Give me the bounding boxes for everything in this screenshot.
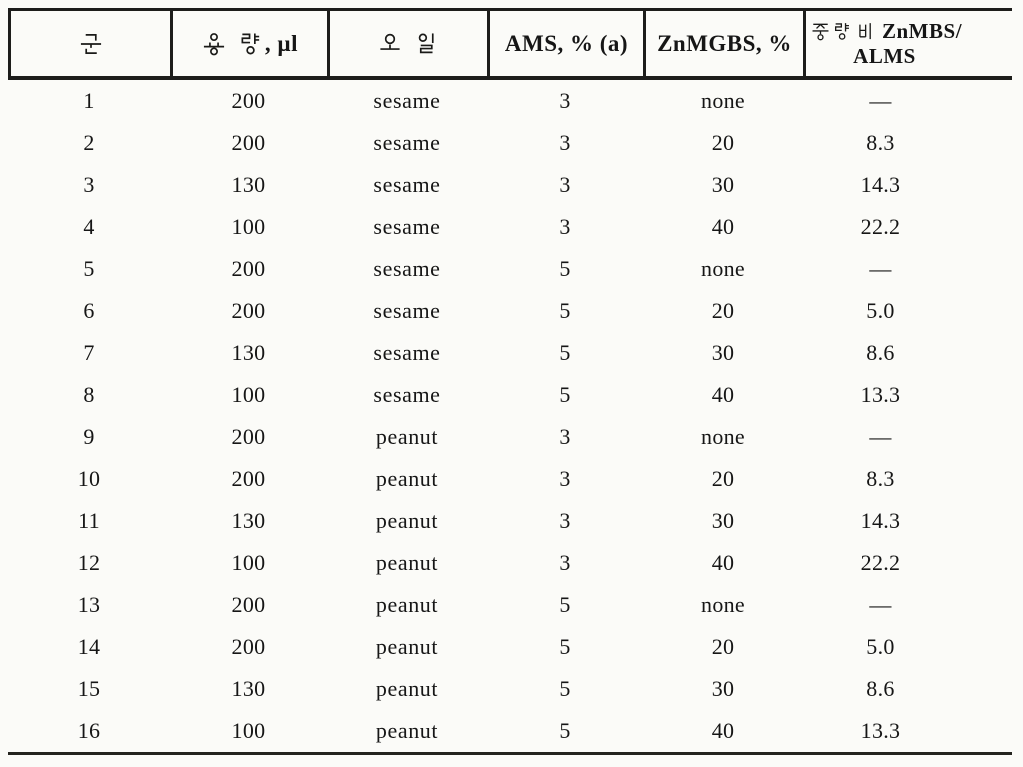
cell-ams: 3 — [559, 130, 571, 155]
hangul-ryang-icon — [239, 32, 263, 56]
table-row — [8, 374, 1012, 416]
cell-ratio: 22.2 — [860, 214, 901, 239]
hangul-bi-icon — [855, 22, 874, 41]
header-ams-column — [490, 11, 646, 76]
table-header-row — [8, 8, 1012, 80]
table-row — [8, 80, 1012, 122]
table-row — [8, 206, 1012, 248]
cell-group: 6 — [83, 298, 95, 323]
cell-ratio: 8.6 — [866, 340, 895, 365]
cell-znmgbs: none — [701, 88, 745, 113]
cell-volume: 200 — [231, 634, 266, 659]
cell-oil: sesame — [373, 382, 441, 407]
cell-ams: 5 — [559, 592, 571, 617]
hangul-ryang-icon — [833, 22, 852, 41]
cell-znmgbs: 30 — [711, 676, 735, 701]
cell-ams: 3 — [559, 214, 571, 239]
cell-volume: 200 — [231, 466, 266, 491]
cell-ams: 3 — [559, 172, 571, 197]
cell-group: 1 — [83, 88, 95, 113]
cell-volume: 200 — [231, 130, 266, 155]
cell-oil: sesame — [373, 88, 441, 113]
header-volume-unit-text: , µl — [264, 30, 299, 56]
table-row — [8, 248, 1012, 290]
cell-group: 12 — [77, 550, 101, 575]
header-group-column — [11, 11, 173, 76]
table-row — [8, 290, 1012, 332]
header-ratio-line2 — [808, 44, 1013, 68]
header-volume-column — [173, 11, 330, 76]
cell-znmgbs: none — [701, 424, 745, 449]
cell-znmgbs: 20 — [711, 634, 735, 659]
cell-oil: peanut — [375, 634, 439, 659]
cell-ratio: 5.0 — [866, 634, 895, 659]
header-znmgbs-column — [646, 11, 806, 76]
cell-ratio: 14.3 — [860, 508, 901, 533]
cell-group: 9 — [83, 424, 95, 449]
cell-volume: 200 — [231, 298, 266, 323]
header-ratio-line1 — [808, 19, 1013, 44]
table-row — [8, 458, 1012, 500]
cell-ams: 5 — [559, 340, 571, 365]
cell-oil: peanut — [375, 676, 439, 701]
cell-znmgbs: 40 — [711, 382, 735, 407]
cell-group: 7 — [83, 340, 95, 365]
cell-ratio: — — [869, 424, 892, 449]
header-oil-text — [408, 43, 409, 44]
cell-oil: peanut — [375, 592, 439, 617]
table-row — [8, 122, 1012, 164]
cell-ratio: — — [869, 88, 892, 113]
header-oil-column — [330, 11, 490, 76]
cell-group: 2 — [83, 130, 95, 155]
cell-oil: sesame — [373, 340, 441, 365]
cell-volume: 100 — [231, 550, 266, 575]
cell-znmgbs: 20 — [711, 298, 735, 323]
cell-oil: peanut — [375, 508, 439, 533]
cell-ams: 3 — [559, 424, 571, 449]
table-row — [8, 500, 1012, 542]
table-row — [8, 542, 1012, 584]
cell-ratio: — — [869, 256, 892, 281]
cell-group: 11 — [78, 508, 100, 533]
cell-volume: 200 — [231, 88, 266, 113]
table-body — [8, 80, 1012, 755]
cell-znmgbs: none — [701, 592, 745, 617]
cell-znmgbs: none — [701, 256, 745, 281]
table-row — [8, 164, 1012, 206]
cell-znmgbs: 20 — [711, 466, 735, 491]
cell-znmgbs: 40 — [711, 550, 735, 575]
cell-ratio: 22.2 — [860, 550, 901, 575]
cell-group: 13 — [77, 592, 101, 617]
table-row — [8, 710, 1012, 752]
cell-volume: 130 — [231, 508, 266, 533]
cell-volume: 100 — [231, 214, 266, 239]
cell-znmgbs: 30 — [711, 172, 735, 197]
header-znmgbs-text: ZnMGBS, % — [657, 30, 792, 56]
cell-znmgbs: 40 — [711, 214, 735, 239]
hangul-jung-icon — [811, 22, 830, 41]
cell-volume: 100 — [231, 382, 266, 407]
cell-ams: 3 — [559, 466, 571, 491]
cell-ams: 3 — [559, 508, 571, 533]
header-ams-text: AMS, % (a) — [504, 30, 629, 56]
cell-oil: sesame — [373, 256, 441, 281]
cell-volume: 200 — [231, 424, 266, 449]
cell-ratio: 5.0 — [866, 298, 895, 323]
cell-oil: sesame — [373, 298, 441, 323]
cell-ams: 5 — [559, 382, 571, 407]
table-row — [8, 416, 1012, 458]
cell-ams: 3 — [559, 550, 571, 575]
cell-oil: sesame — [373, 130, 441, 155]
cell-ratio: 8.3 — [866, 130, 895, 155]
experiment-conditions-table — [8, 8, 1012, 755]
table-row — [8, 668, 1012, 710]
cell-ratio: 14.3 — [860, 172, 901, 197]
cell-group: 4 — [83, 214, 95, 239]
cell-volume: 130 — [231, 172, 266, 197]
cell-group: 16 — [77, 718, 101, 743]
cell-group: 8 — [83, 382, 95, 407]
hangul-yong-icon — [202, 32, 226, 56]
cell-ams: 5 — [559, 634, 571, 659]
cell-ams: 5 — [559, 676, 571, 701]
cell-oil: sesame — [373, 214, 441, 239]
cell-volume: 200 — [231, 592, 266, 617]
cell-ratio: 8.3 — [866, 466, 895, 491]
cell-group: 3 — [83, 172, 95, 197]
cell-oil: peanut — [375, 424, 439, 449]
cell-group: 14 — [77, 634, 101, 659]
cell-ams: 3 — [559, 88, 571, 113]
cell-volume: 100 — [231, 718, 266, 743]
cell-group: 10 — [77, 466, 101, 491]
hangul-il-icon — [415, 32, 439, 56]
cell-znmgbs: 30 — [711, 340, 735, 365]
table-row — [8, 332, 1012, 374]
cell-oil: sesame — [373, 172, 441, 197]
table-row — [8, 584, 1012, 626]
header-weight-ratio-column — [806, 11, 1015, 76]
cell-ratio: — — [869, 592, 892, 617]
cell-ams: 5 — [559, 298, 571, 323]
cell-volume: 200 — [231, 256, 266, 281]
cell-ratio: 8.6 — [866, 676, 895, 701]
cell-oil: peanut — [375, 718, 439, 743]
cell-group: 5 — [83, 256, 95, 281]
cell-znmgbs: 20 — [711, 130, 735, 155]
cell-ratio: 13.3 — [860, 382, 901, 407]
hangul-gun-icon — [79, 32, 103, 56]
header-ratio-alms-text: ALMS — [853, 44, 916, 68]
cell-ams: 5 — [559, 718, 571, 743]
cell-ratio: 13.3 — [860, 718, 901, 743]
cell-volume: 130 — [231, 676, 266, 701]
hangul-o-icon — [378, 32, 402, 56]
cell-znmgbs: 40 — [711, 718, 735, 743]
cell-ams: 5 — [559, 256, 571, 281]
cell-oil: peanut — [375, 466, 439, 491]
table-row — [8, 626, 1012, 668]
cell-group: 15 — [77, 676, 101, 701]
cell-oil: peanut — [375, 550, 439, 575]
cell-volume: 130 — [231, 340, 266, 365]
header-ratio-latin-text: ZnMBS/ — [882, 19, 963, 43]
cell-znmgbs: 30 — [711, 508, 735, 533]
